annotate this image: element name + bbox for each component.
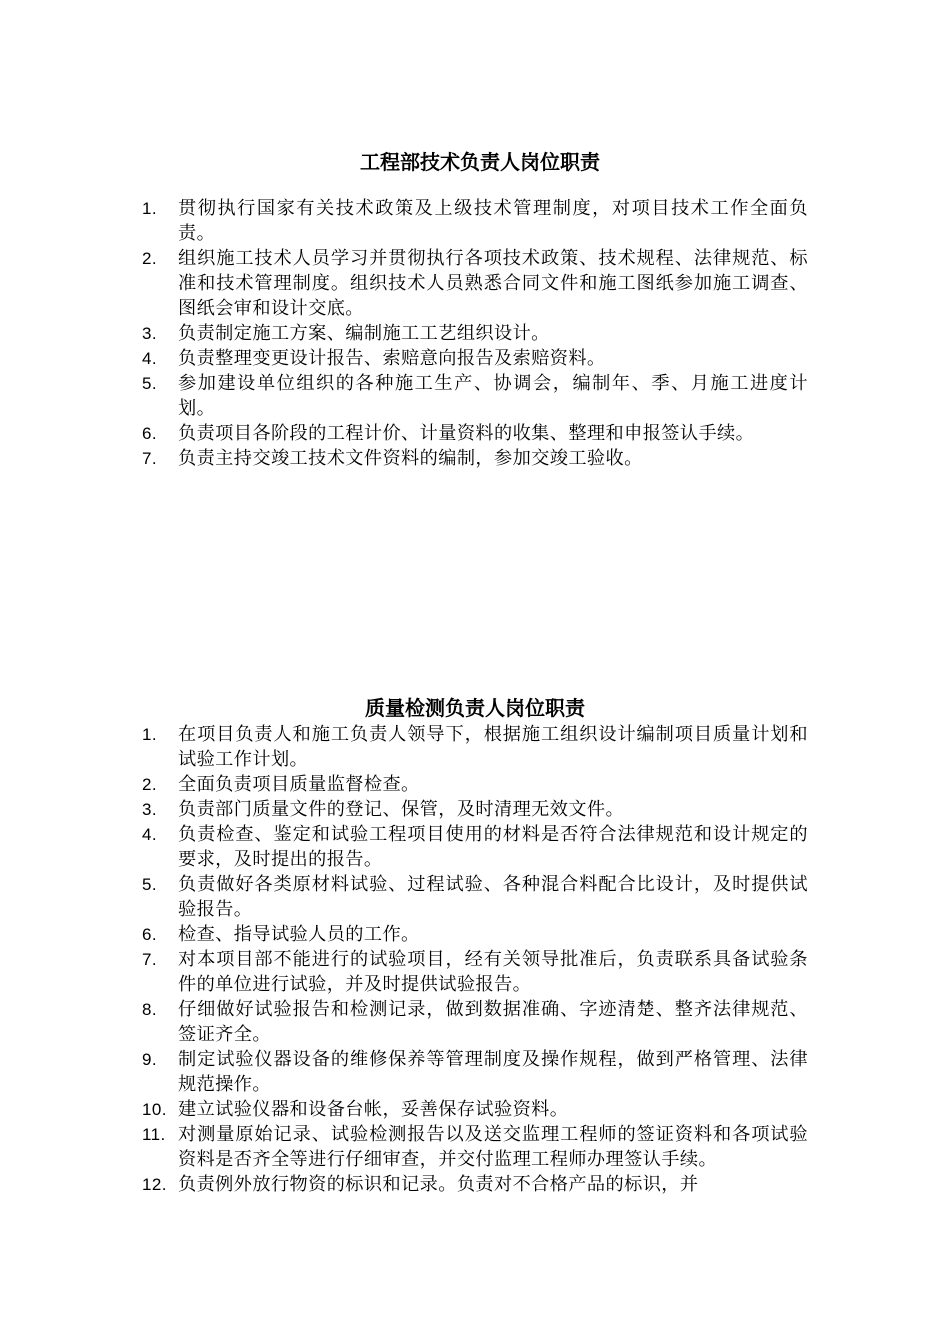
- section-quality-lead-duties: [142, 694, 808, 1197]
- item-text: 制定试验仪器设备的维修保养等管理制度及操作规程，做到严格管理、法律规范操作。: [178, 1049, 808, 1095]
- item-number: 5.: [142, 875, 157, 894]
- list-item: [142, 722, 808, 772]
- list-item: [142, 1097, 808, 1122]
- duty-list: [142, 722, 808, 1197]
- item-text: 组织施工技术人员学习并贯彻执行各项技术政策、技术规程、法律规范、标准和技术管理制度。组织技术人员熟悉合同文件和施工图纸参加施工调查、图纸会审和设计交底。: [178, 248, 808, 319]
- item-number: 2.: [142, 775, 157, 794]
- item-text: 建立试验仪器和设备台帐，妥善保存试验资料。: [178, 1099, 569, 1120]
- item-text: 负责例外放行物资的标识和记录。负责对不合格产品的标识，并: [178, 1174, 699, 1195]
- list-item: [142, 872, 808, 922]
- section-tech-lead-duties: [142, 148, 808, 471]
- list-item: [142, 1172, 808, 1197]
- list-item: [142, 346, 808, 371]
- item-number: 3.: [142, 324, 157, 343]
- list-item: [142, 371, 808, 421]
- item-text: 参加建设单位组织的各种施工生产、协调会，编制年、季、月施工进度计划。: [178, 373, 808, 419]
- item-number: 9.: [142, 1050, 157, 1069]
- list-item: [142, 772, 808, 797]
- list-item: [142, 1122, 808, 1172]
- item-text: 贯彻执行国家有关技术政策及上级技术管理制度，对项目技术工作全面负责。: [178, 198, 808, 244]
- list-item: [142, 196, 808, 246]
- list-item: [142, 321, 808, 346]
- item-number: 5.: [142, 374, 157, 393]
- item-number: 10.: [142, 1100, 167, 1119]
- list-item: [142, 997, 808, 1047]
- list-item: [142, 446, 808, 471]
- item-text: 仔细做好试验报告和检测记录，做到数据准确、字迹清楚、整齐法律规范、签证齐全。: [178, 999, 808, 1045]
- list-item: [142, 822, 808, 872]
- item-text: 在项目负责人和施工负责人领导下，根据施工组织设计编制项目质量计划和试验工作计划。: [178, 724, 808, 770]
- item-number: 2.: [142, 249, 157, 268]
- item-number: 4.: [142, 349, 157, 368]
- item-number: 6.: [142, 925, 157, 944]
- list-item: [142, 1047, 808, 1097]
- item-text: 负责项目各阶段的工程计价、计量资料的收集、整理和申报签认手续。: [178, 423, 755, 444]
- item-number: 12.: [142, 1175, 167, 1194]
- item-text: 检查、指导试验人员的工作。: [178, 924, 420, 945]
- item-number: 8.: [142, 1000, 157, 1019]
- item-text: 负责主持交竣工技术文件资料的编制，参加交竣工验收。: [178, 448, 643, 469]
- item-text: 负责整理变更设计报告、索赔意向报告及索赔资料。: [178, 348, 606, 369]
- item-number: 11.: [142, 1125, 166, 1144]
- section-title: 工程部技术负责人岗位职责: [360, 150, 600, 174]
- item-number: 1.: [142, 725, 157, 744]
- list-item: [142, 421, 808, 446]
- list-item: [142, 246, 808, 321]
- item-number: 6.: [142, 424, 157, 443]
- item-number: 7.: [142, 950, 157, 969]
- item-text: 全面负责项目质量监督检查。: [178, 774, 420, 795]
- item-number: 4.: [142, 825, 157, 844]
- item-number: 7.: [142, 449, 157, 468]
- item-text: 负责制定施工方案、编制施工工艺组织设计。: [178, 323, 550, 344]
- item-text: 对本项目部不能进行的试验项目，经有关领导批准后，负责联系具备试验条件的单位进行试验，并及时提供试验报告。: [178, 949, 808, 995]
- section-title: 质量检测负责人岗位职责: [365, 696, 585, 720]
- item-text: 对测量原始记录、试验检测报告以及送交监理工程师的签证资料和各项试验资料是否齐全等进行仔细审查，并交付监理工程师办理签认手续。: [178, 1124, 808, 1170]
- duty-list: [142, 196, 808, 471]
- item-text: 负责检查、鉴定和试验工程项目使用的材料是否符合法律规范和设计规定的要求，及时提出的报告。: [178, 824, 808, 870]
- item-text: 负责做好各类原材料试验、过程试验、各种混合料配合比设计，及时提供试验报告。: [178, 874, 808, 920]
- list-item: [142, 922, 808, 947]
- list-item: [142, 947, 808, 997]
- item-text: 负责部门质量文件的登记、保管，及时清理无效文件。: [178, 799, 625, 820]
- item-number: 1.: [142, 199, 157, 218]
- list-item: [142, 797, 808, 822]
- item-number: 3.: [142, 800, 157, 819]
